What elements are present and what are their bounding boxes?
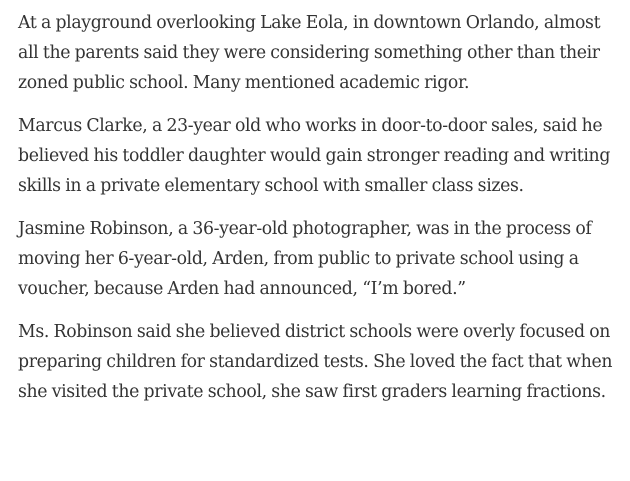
article-paragraph-2: Marcus Clarke, a 23-year old who works in door-to-door sales, said he believed his toddler daughter would gain stronger reading and writing skills in a private elementary school with smaller class sizes. (18, 116, 611, 196)
article-paragraph-3: Jasmine Robinson, a 36-year-old photographer, was in the process of moving her 6-year-old, Arden, from public to private school using a voucher, because Arden had announced, “I’m bored.” (18, 219, 592, 299)
article-paragraph-1: At a playground overlooking Lake Eola, in downtown Orlando, almost all the parents said they were considering something other than their zoned public school. Many mentioned academic rigor. (18, 13, 601, 93)
article-paragraph-4: Ms. Robinson said she believed district schools were overly focused on preparing children for standardized tests. She loved the fact that when she visited the private school, she saw first graders learning fractions. (18, 322, 613, 402)
